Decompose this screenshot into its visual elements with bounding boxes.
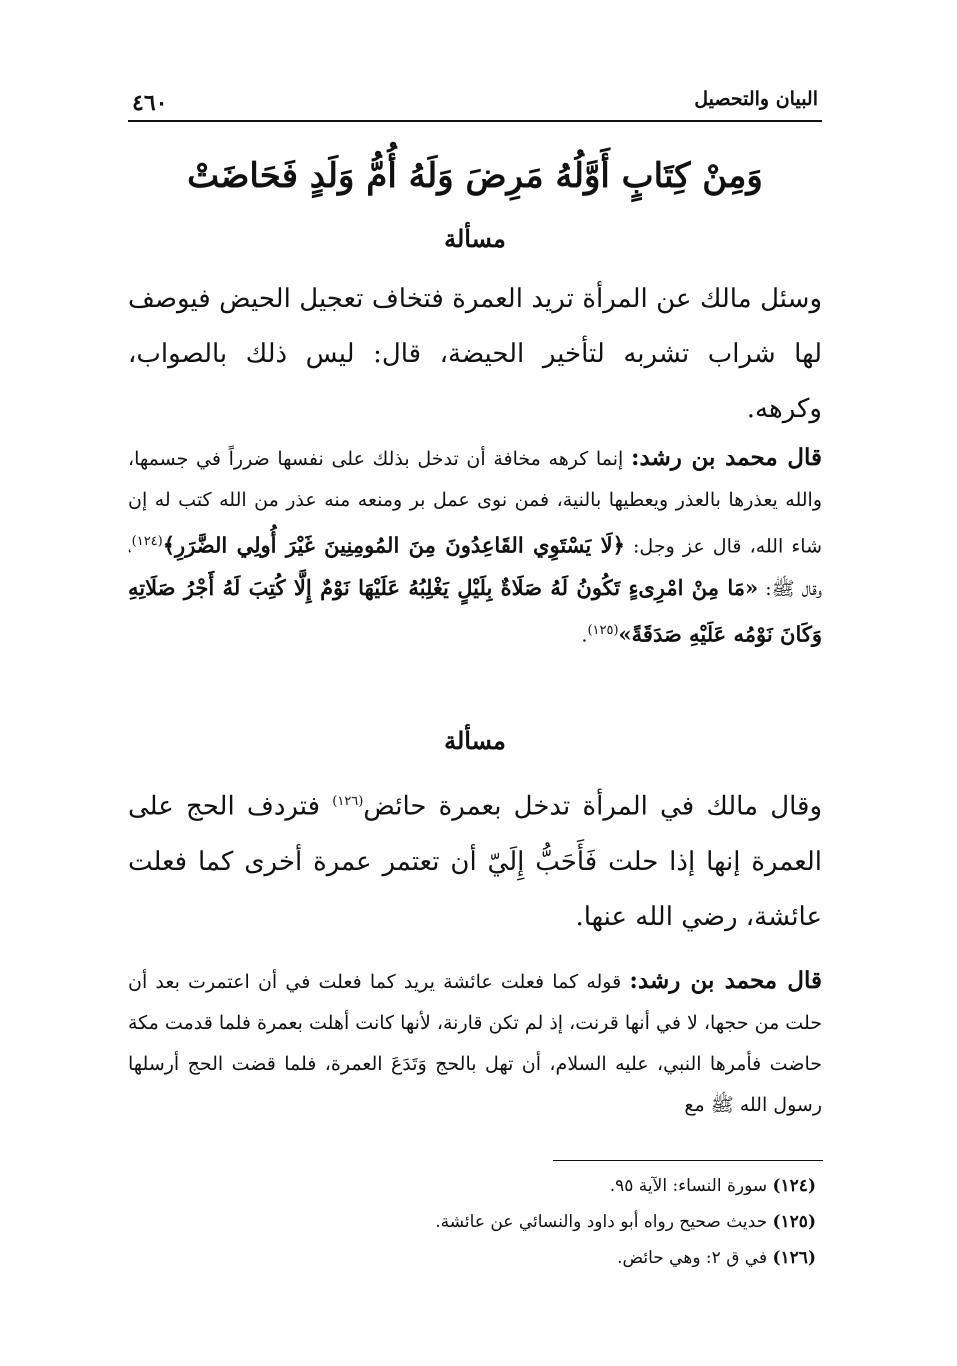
- footnotes: [128, 1168, 816, 1276]
- footnote-text: سورة النساء: الآية ٩٥.: [609, 1176, 768, 1196]
- section-heading-1: مسألة: [444, 224, 506, 253]
- question-text: فتردف الحج على العمرة إنها إذا حلت فَأَحَبُّ إِلَيّ أن تعتمر عمرة أخرى كما فعلت عائشة، رضي الله عنها.: [128, 791, 822, 932]
- footnote: [128, 1168, 816, 1204]
- footnote-text: في ق ٢: وهي حائض.: [617, 1248, 768, 1268]
- quran-quote: ﴿لَا يَسْتَوِي القَاعِدُونَ مِنَ المُومِنِينَ غَيْرَ أُولِي الضَّرَرِ﴾: [162, 532, 625, 558]
- footnote-text: حديث صحيح رواه أبو داود والنسائي عن عائشة.: [435, 1212, 768, 1232]
- footnote-ref-125: (١٢٥): [587, 623, 619, 639]
- commentary-text: قوله كما فعلت عائشة يريد كما فعلت في أن اعتمرت بعد أن حلت من حجها، لا في أنها قرنت، إذ لم تكن قارنة، لأنها كانت أهلت بعمرة فلما قدمت مكة حاضت فأمرها النبي، عليه السلام، أن تهل بالحج وَتَدَعَ العمرة، فلما قضت الحج أرسلها رسول الله ﷺ مع: [128, 971, 822, 1116]
- commentary-text: ، وقال ﷺ:: [128, 535, 822, 601]
- running-header: [128, 82, 822, 122]
- footnote-ref-126: (١٢٦): [332, 794, 364, 809]
- commentary-speaker: قال محمد بن رشد:: [629, 967, 822, 994]
- footnote-number: (١٢٦): [772, 1248, 816, 1268]
- hadith-quote: «مَا مِنْ امْرِىءٍ تَكُونُ لَهُ صَلَاةٌ بِلَيْلٍ يَغْلِبُهُ عَلَيْهَا نَوْمٌ إِلَّا كُتِبَ لَهُ أَجْرُ صَلَاتِهِ وَكَانَ نَوْمُه عَلَيْهِ صَدَقَةً»: [128, 575, 822, 647]
- commentary-end: .: [581, 624, 588, 647]
- question-text: وقال مالك في المرأة تدخل بعمرة حائض: [363, 791, 823, 822]
- page-number: ٤٦٠: [132, 90, 168, 116]
- commentary-paragraph-1: [128, 437, 822, 657]
- footnote-number: (١٢٤): [772, 1176, 816, 1196]
- footnote-number: (١٢٥): [772, 1212, 816, 1232]
- question-paragraph-2: [128, 774, 822, 945]
- running-title: البيان والتحصيل: [694, 88, 818, 110]
- footnote-ref-124: (١٢٤): [131, 534, 163, 549]
- question-paragraph-1: وسئل مالك عن المرأة تريد العمرة فتخاف تعجيل الحيض فيوصف لها شراب تشربه لتأخير الحيضة، قال: ليس ذلك بالصواب، وكرهه.: [128, 284, 822, 424]
- commentary-text: إنما كرهه مخافة أن تدخل بذلك على نفسها ضرراً في جسمها، والله يعذرها بالعذر ويعطيها بالنية، فمن نوى عمل بر ومنعه منه عذر من الله كتب له إن شاء الله، قال عز وجل:: [128, 448, 823, 558]
- footnote-divider: [553, 1160, 823, 1161]
- footnote: [128, 1204, 816, 1240]
- commentary-speaker: قال محمد بن رشد:: [630, 444, 822, 471]
- chapter-title: وَمِنْ كِتَابٍ أَوَّلُهُ مَرِضَ وَلَهُ أُمُّ وَلَدٍ فَحَاضَتْ: [187, 156, 763, 196]
- footnote: [128, 1240, 816, 1276]
- commentary-paragraph-2: [128, 960, 822, 1126]
- section-heading-2: مسألة: [444, 726, 506, 755]
